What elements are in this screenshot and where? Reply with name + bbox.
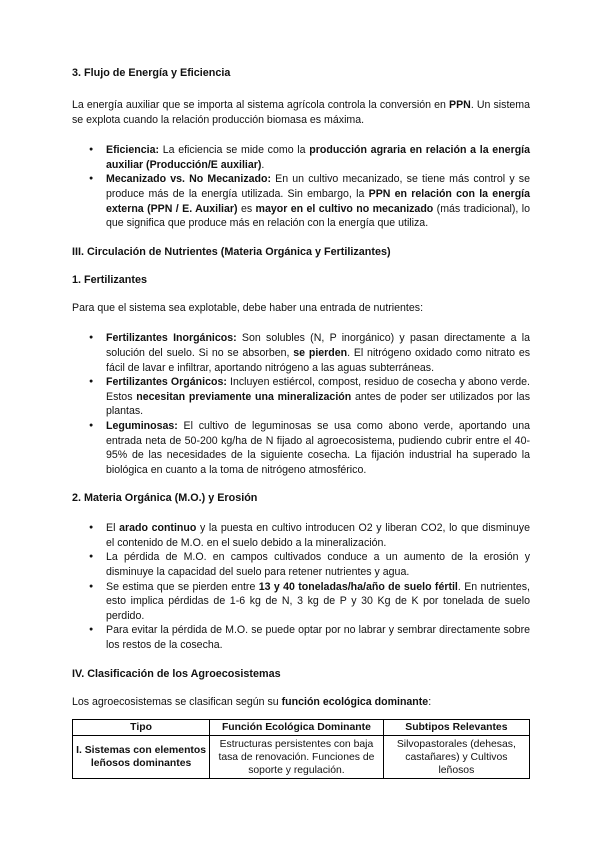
fertilizantes-heading: 1. Fertilizantes bbox=[72, 273, 148, 286]
table-header-row bbox=[73, 720, 530, 736]
list-item: ● Mecanizado vs. No Mecanizado: En un cultivo mecanizado, se tiene más control y se produce más de la energía utilizada. Sin embargo, la PPN en relación con la energía externa (PPN / E. Auxiliar) es mayor en el cultivo no mecanizado (más tradicional), lo que significa que produce más en relación con la energía que utiliza. bbox=[72, 172, 530, 230]
section-3-intro: La energía auxiliar que se importa al sistema agrícola controla la conversión en PPN. Un sistema se explota cuando la relación producción biomasa es máxima. bbox=[72, 99, 530, 126]
fertilizantes-list bbox=[72, 331, 530, 477]
materia-organica-heading: 2. Materia Orgánica (M.O.) y Erosión bbox=[72, 492, 258, 505]
list-item: ● Leguminosas: El cultivo de leguminosas se usa como abono verde, aportando una entrada neta de 50-200 kg/ha de N fijado al agroecosistema, pudiendo cubrir entre el 40-95% de las necesidades de la siguiente cosecha. La fijación industrial ha superado la biológica en cuanto a la toma de nitrógeno atmosférico. bbox=[72, 419, 530, 477]
agroecosystem-table bbox=[72, 719, 530, 779]
list-item: ● Fertilizantes Orgánicos: Incluyen estiércol, compost, residuo de cosecha y abono verde. Estos necesitan previamente una mineralización antes de poder ser utilizados por las plantas. bbox=[72, 375, 530, 419]
section-3-heading: 3. Flujo de Energía y Eficiencia bbox=[72, 67, 231, 79]
list-item: ● Fertilizantes Inorgánicos: Son solubles (N, P inorgánico) y pasan directamente a la solución del suelo. Si no se absorben, se pierden. El nitrógeno oxidado como nitrato es fácil de lavar e infiltrar, aportando nitrógeno a las aguas subterráneas. bbox=[72, 331, 530, 375]
section-IV-heading: IV. Clasificación de los Agroecosistemas bbox=[72, 667, 281, 680]
table-cell: Estructuras persistentes con baja tasa de renovación. Funciones de soporte y regulación. bbox=[210, 736, 384, 779]
table-cell: I. Sistemas con elementos leñosos dominantes bbox=[73, 736, 210, 779]
list-item: ● Eficiencia: La eficiencia se mide como la producción agraria en relación a la energía auxiliar (Producción/E auxiliar). bbox=[72, 143, 530, 172]
table-cell: Silvopastorales (dehesas, castañares) y Cultivos leñosos bbox=[383, 736, 529, 779]
list-item: ● Para evitar la pérdida de M.O. se puede optar por no labrar y sembrar directamente sobre los restos de la cosecha. bbox=[72, 623, 530, 652]
section-IV-intro: Los agroecosistemas se clasifican según su función ecológica dominante: bbox=[72, 695, 432, 708]
list-item: ● La pérdida de M.O. en campos cultivados conduce a un aumento de la erosión y disminuye la capacidad del suelo para retener nutrientes y agua. bbox=[72, 550, 530, 579]
table-header-cell: Subtipos Relevantes bbox=[383, 720, 529, 736]
fertilizantes-intro: Para que el sistema sea explotable, debe haber una entrada de nutrientes: bbox=[72, 301, 424, 314]
materia-organica-list bbox=[72, 521, 530, 652]
table-row bbox=[73, 736, 530, 779]
table-header-cell: Tipo bbox=[73, 720, 210, 736]
section-3-list bbox=[72, 143, 530, 231]
section-III-heading: III. Circulación de Nutrientes (Materia Orgánica y Fertilizantes) bbox=[72, 245, 391, 258]
list-item: ● El arado continuo y la puesta en cultivo introducen O2 y liberan CO2, lo que disminuye el contenido de M.O. en el suelo debido a la mineralización. bbox=[72, 521, 530, 550]
document-content bbox=[72, 66, 530, 779]
table-header-cell: Función Ecológica Dominante bbox=[210, 720, 384, 736]
list-item: ● Se estima que se pierden entre 13 y 40 toneladas/ha/año de suelo fértil. En nutrientes, esto implica pérdidas de 1-6 kg de N, 3 kg de P y 30 Kg de K por tonelada de suelo perdido. bbox=[72, 580, 530, 624]
